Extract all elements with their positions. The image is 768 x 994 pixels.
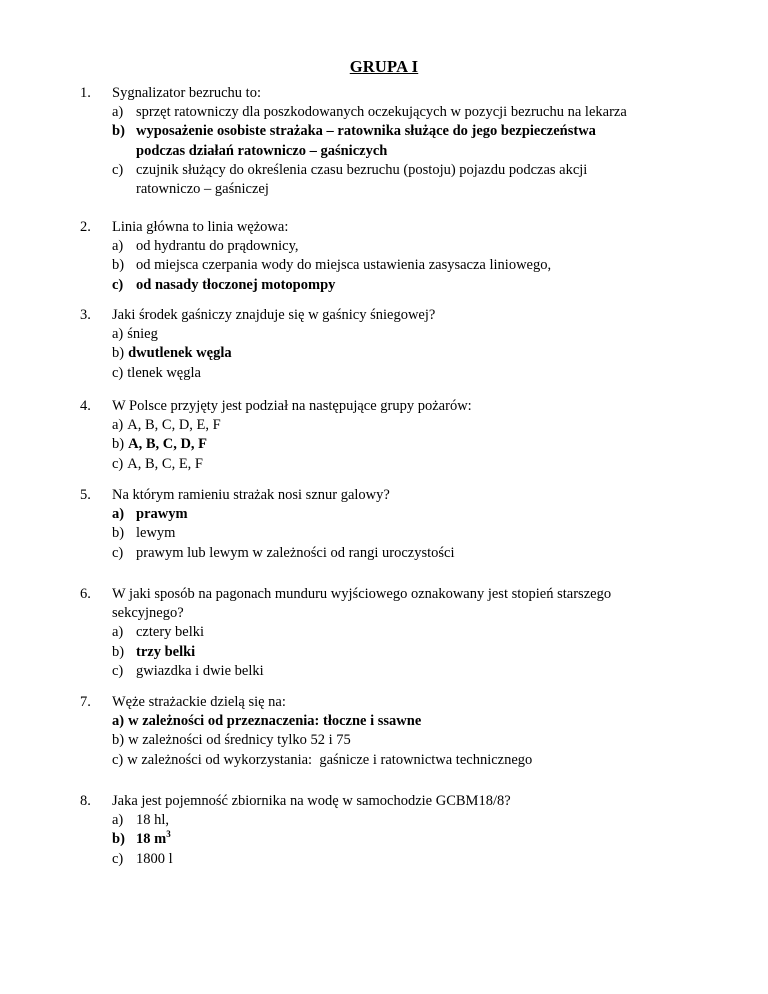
- option-text: [136, 830, 730, 849]
- option-label: b): [112, 643, 125, 660]
- option-text: od nasady tłoczonej motopompy: [136, 276, 336, 293]
- option-a: [112, 416, 730, 435]
- option-text: dwutlenek węgla: [128, 345, 232, 362]
- question-1: [80, 84, 730, 199]
- superscript: 3: [166, 829, 171, 840]
- question-number: 1.: [80, 85, 91, 101]
- question-text: Linia główna to linia wężowa:: [112, 219, 289, 235]
- option-label: b): [112, 525, 125, 542]
- option-b-correct: [112, 643, 730, 662]
- option-label: c): [112, 751, 124, 768]
- option-c: [112, 544, 730, 563]
- option-text: 18 hl,: [136, 812, 170, 829]
- question-number: 8.: [80, 793, 91, 809]
- question-number: 7.: [80, 694, 91, 710]
- option-text: od hydrantu do prądownicy,: [136, 238, 299, 255]
- question-text: Węże strażackie dzielą się na:: [112, 694, 286, 710]
- page-title: GRUPA I: [349, 57, 419, 76]
- option-label: c): [112, 544, 124, 561]
- option-label: b): [112, 345, 125, 362]
- question-number: 4.: [80, 398, 91, 414]
- question-text: Jaka jest pojemność zbiornika na wodę w samochodzie GCBM18/8?: [112, 793, 511, 809]
- option-text: lewym: [136, 525, 176, 542]
- question-7: [80, 693, 730, 770]
- question-5: [80, 486, 730, 563]
- option-text: w zależności od przeznaczenia: tłoczne i ssawne: [128, 713, 422, 730]
- option-label: a): [112, 506, 125, 523]
- option-text: tlenek węgla: [127, 364, 201, 381]
- question-6: [80, 585, 730, 681]
- question-text: Na którym ramieniu strażak nosi sznur galowy?: [112, 487, 390, 503]
- option-label: b): [112, 831, 125, 848]
- option-text: A, B, C, D, F: [128, 436, 208, 453]
- option-text: sprzęt ratowniczy dla poszkodowanych oczekujących w pozycji bezruchu na lekarza: [136, 104, 627, 121]
- option-label: a): [112, 713, 125, 730]
- option-text: od miejsca czerpania wody do miejsca ustawienia zasysacza liniowego,: [136, 257, 552, 274]
- option-b-correct: [112, 344, 730, 363]
- option-label: a): [112, 624, 124, 641]
- option-text: śnieg: [127, 326, 158, 343]
- option-text: czujnik służący do określenia czasu bezruchu (postoju) pojazdu podczas akcji ratowniczo – gaśniczej: [136, 161, 588, 198]
- question-2: [80, 218, 730, 295]
- option-c: [112, 662, 730, 681]
- option-b: [112, 731, 730, 750]
- option-text: A, B, C, E, F: [127, 455, 204, 472]
- option-text: A, B, C, D, E, F: [127, 417, 221, 434]
- option-label: b): [112, 436, 125, 453]
- question-8: [80, 792, 730, 869]
- option-a-correct: [112, 505, 730, 524]
- option-b: [112, 524, 730, 543]
- question-text: Sygnalizator bezruchu to:: [112, 85, 261, 101]
- option-text-value: 18 m: [136, 831, 167, 848]
- option-b: [112, 256, 730, 275]
- option-label: c): [112, 850, 124, 867]
- option-text: w zależności od wykorzystania: gaśnicze i ratownictwa technicznego: [127, 751, 533, 768]
- question-text: W jaki sposób na pagonach munduru wyjściowego oznakowany jest stopień starszego sekcyjnego?: [112, 586, 612, 622]
- option-b-correct: [112, 830, 730, 849]
- question-3: [80, 306, 730, 383]
- option-a: [112, 811, 730, 830]
- option-text: prawym: [136, 506, 188, 523]
- option-a: [112, 325, 730, 344]
- option-c: [112, 751, 730, 770]
- option-b-correct: [112, 122, 730, 160]
- option-label: c): [112, 662, 124, 679]
- option-text: gwiazdka i dwie belki: [136, 662, 264, 679]
- question-text: Jaki środek gaśniczy znajduje się w gaśnicy śniegowej?: [112, 307, 436, 323]
- option-text: prawym lub lewym w zależności od rangi uroczystości: [136, 544, 455, 561]
- option-label: b): [112, 257, 125, 274]
- option-text: wyposażenie osobiste strażaka – ratownika służące do jego bezpieczeństwa podczas działań ratowniczo – gaśniczych: [136, 123, 596, 159]
- option-c-correct: [112, 276, 730, 295]
- option-label: a): [112, 104, 124, 121]
- option-b-correct: [112, 435, 730, 454]
- option-label: b): [112, 123, 125, 140]
- question-number: 5.: [80, 487, 91, 503]
- option-text: w zależności od średnicy tylko 52 i 75: [128, 732, 351, 749]
- question-text: W Polsce przyjęty jest podział na następujące grupy pożarów:: [112, 398, 472, 414]
- option-c: [112, 455, 730, 474]
- question-number: 2.: [80, 219, 91, 235]
- option-label: a): [112, 812, 124, 829]
- option-label: c): [112, 161, 124, 178]
- option-label: b): [112, 732, 125, 749]
- option-label: c): [112, 455, 124, 472]
- question-number: 6.: [80, 586, 91, 602]
- option-text: cztery belki: [136, 624, 205, 641]
- option-a-correct: [112, 712, 730, 731]
- option-label: c): [112, 364, 124, 381]
- option-text: 1800 l: [136, 850, 173, 867]
- option-a: [112, 103, 730, 122]
- option-text: trzy belki: [136, 643, 196, 660]
- option-c: [112, 364, 730, 383]
- option-label: a): [112, 326, 124, 343]
- option-label: a): [112, 238, 124, 255]
- option-label: c): [112, 276, 124, 293]
- option-c: [112, 850, 730, 869]
- question-number: 3.: [80, 307, 91, 323]
- option-a: [112, 237, 730, 256]
- option-label: a): [112, 417, 124, 434]
- option-c: [112, 161, 730, 199]
- question-4: [80, 397, 730, 474]
- option-a: [112, 623, 730, 642]
